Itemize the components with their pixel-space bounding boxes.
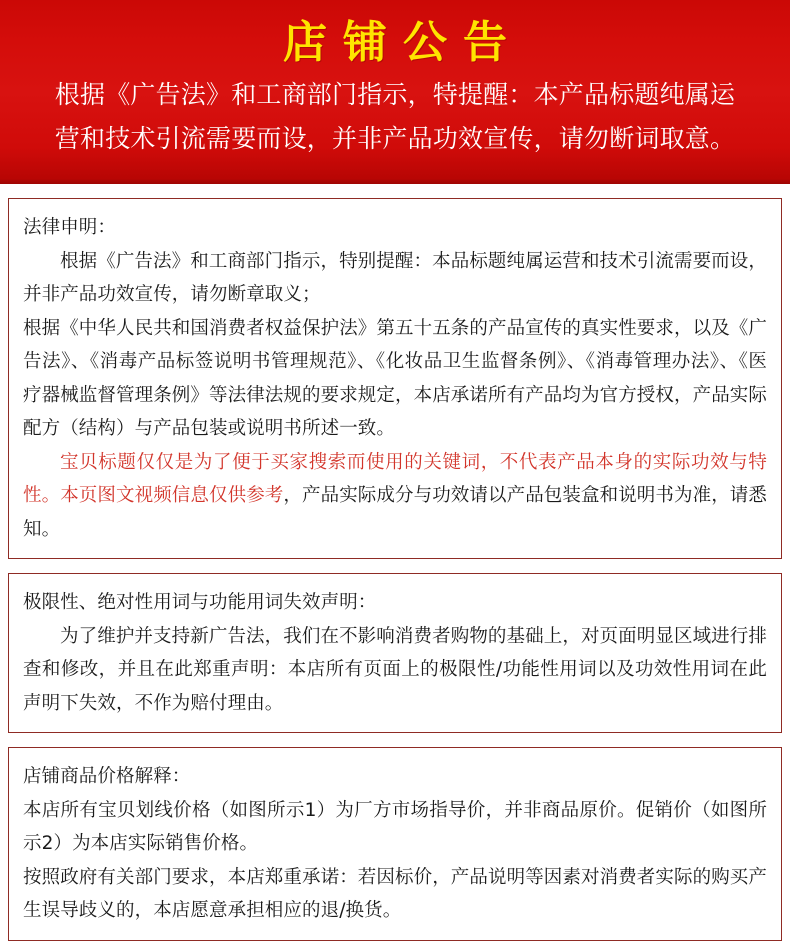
legal-statement-paragraph-1: 根据《广告法》和工商部门指示，特别提醒：本品标题纯属运营和技术引流需要而设，并非产品功效宣传，请勿断章取义； [23,250,767,305]
price-explanation-heading: 店铺商品价格解释： [23,766,191,787]
legal-statement-highlight-text: 宝贝标题仅仅是为了便于买家搜索而使用的关键词，不代表产品本身的实际功效与特性。本页图文视频信息仅供参考 [23,451,767,506]
legal-statement-paragraph-3 [23,446,767,547]
extreme-words-paragraph-1: 为了维护并支持新广告法，我们在不影响消费者购物的基础上，对页面明显区域进行排查和修改，并且在此郑重声明：本店所有页面上的极限性/功能性用词以及功效性用词在此声明下失效，不作为赔付理由。 [23,625,767,714]
price-explanation-panel [8,747,782,941]
legal-statement-heading: 法律申明： [23,217,117,238]
banner-subtitle-line-2: 营和技术引流需要而设，并非产品功效宣传，请勿断词取意。 [54,124,736,153]
banner-subtitle-line-1: 根据《广告法》和工商部门指示，特提醒：本产品标题纯属运 [54,80,736,109]
legal-statement-paragraph-2: 根据《中华人民共和国消费者权益保护法》第五十五条的产品宣传的真实性要求，以及《广告法》、《消毒产品标签说明书管理规范》、《化妆品卫生监督条例》、《消毒管理办法》、《医疗器械监督管理条例》等法律法规的要求规定，本店承诺所有产品均为官方授权，产品实际配方（结构）与产品包装或说明书所述一致。 [23,317,768,439]
banner-title: 店铺公告 [283,17,523,68]
price-explanation-paragraph-1: 本店所有宝贝划线价格（如图所示1）为厂方市场指导价，并非商品原价。促销价（如图所示2）为本店实际销售价格。 [23,799,767,854]
price-explanation-paragraph-2: 按照政府有关部门要求，本店郑重承诺：若因标价，产品说明等因素对消费者实际的购买产生误导歧义的，本店愿意承担相应的退/换货。 [23,866,768,921]
legal-statement-paragraph-3-tail: ，产品实际成分与功效请以产品包装盒和说明书为准，请悉知。 [23,485,768,540]
extreme-words-heading: 极限性、绝对性用词与功能用词失效声明： [23,592,377,613]
store-announcement-banner [0,0,790,184]
extreme-words-panel [8,573,782,733]
legal-statement-panel [8,198,782,559]
announcement-body [0,184,790,951]
